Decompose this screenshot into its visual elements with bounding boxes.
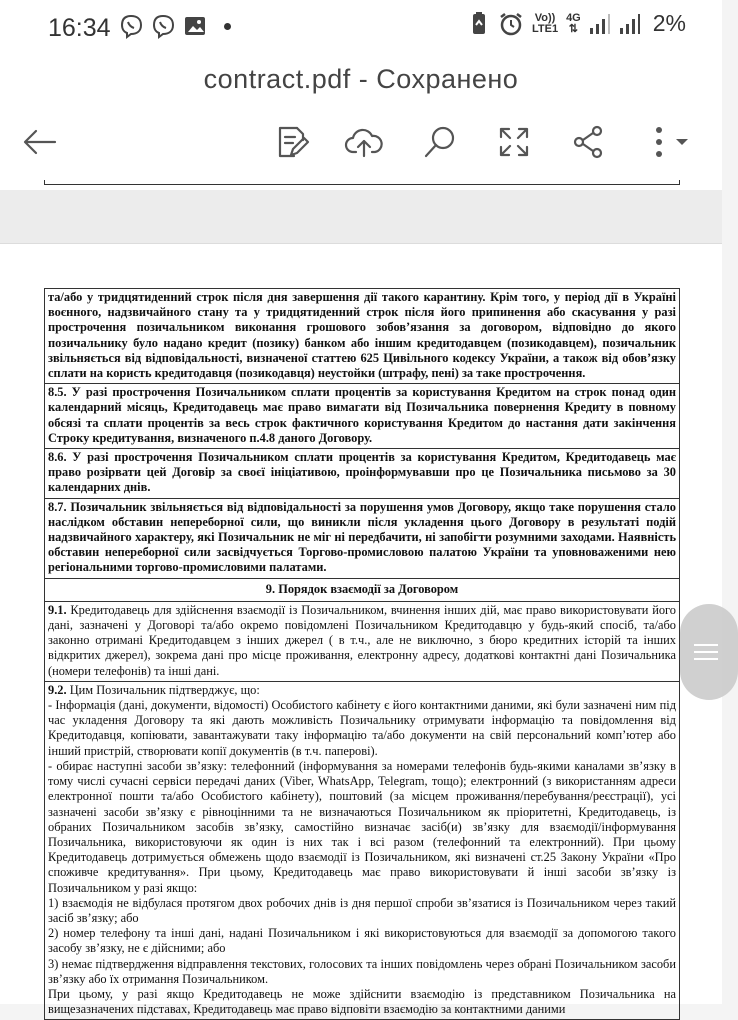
clause-9-2-intro-text: Цим Позичальник підтверджує, що: (66, 682, 260, 697)
lte-label: LTE1 (531, 22, 559, 35)
status-bar (0, 0, 722, 56)
data-arrows-icon: ⇅ (568, 22, 579, 35)
clause-9-1-text: Кредитодавець для здійснення взаємодії із Позичальником, вчинення інших дій, має право використовувати його дані, зазначені у Договорі та/або окремо повідомлені Позичальником Кредитодавцю у будь-який спосіб, та/або законно отримані Кредитодавцем з інших джерел ( в т.ч., але не виключно, з бюро кредитних історій та інших відкритих джерел), зокрема дані про місце проживання, електронну адресу, додаткові контактні дані Позичальника (номери телефонів) та інші дані. (48, 602, 676, 678)
edit-icon (275, 124, 309, 160)
document-title: contract.pdf - Сохранено (203, 64, 519, 94)
toolbar (0, 116, 722, 172)
share-button[interactable] (562, 116, 614, 168)
quarantine-paragraph: та/або у тридцятиденний строк після дня завершення дії такого карантину. Крім того, у період дії в Україні воєнного, надзвичайного стану та у тридцятиденний строк після його припинення або скасування у разі прострочення позичальником виконання грошового зобов’язання за договором, відповідно до якого позичальнику було надано кредит (позику) банком або іншим кредитодавцем (позикодавцем), позичальник звільняється від відповідальності, визначеної статтею 625 Цивільного кодексу України, а також від обов’язку сплати на користь кредитодавця (позикодавця) неустойки (штрафу, пені) за таке прострочення. (44, 288, 680, 384)
pdf-viewer[interactable] (0, 180, 722, 1017)
contract-table (44, 288, 680, 1020)
clause-9-2-item-3: 3) немає підтвердження відправлення текстових, голосових та інших повідомлень через обрані Позичальником засоби зв’язку або їх отримання Позичальником. (48, 956, 676, 986)
notification-icons (118, 12, 231, 40)
cloud-upload-icon (344, 126, 384, 158)
network-gen-label: 4G (566, 11, 581, 24)
viber-icon-2 (150, 12, 176, 40)
fullscreen-button[interactable] (488, 116, 540, 168)
clause-9-1-number: 9.1. (48, 602, 67, 617)
system-icons (468, 10, 686, 37)
clause-9-2-item-1: 1) взаємодія не відбулася протягом двох робочих днів із дня першої спроби зв’язатися із Позичальником через такий засіб зв’язку; або (48, 895, 676, 925)
viber-icon (118, 12, 144, 40)
signal-icon-2 (619, 13, 641, 35)
battery-percent: 2% (652, 10, 686, 36)
more-button[interactable] (640, 116, 702, 168)
clause-8-5: 8.5. У разі прострочення Позичальником сплати процентів за користування Кредитом на строк понад один календарний місяць, Кредитодавець має право вимагати від Позичальника повернення Кредиту в повному обсязі та сплати процентів за весь строк фактичного користування Кредитом до настання дати закінчення Строку кредитування, визначеного п.4.8 даного Договору. (44, 384, 680, 449)
edit-button[interactable] (266, 116, 318, 168)
clause-9-2-intro (48, 683, 676, 698)
chevron-down-icon (674, 137, 690, 147)
search-icon (422, 124, 458, 160)
alarm-icon (498, 11, 524, 37)
page-separator (0, 190, 722, 244)
clause-9-2-item-a: - Інформація (дані, документи, відомості) Особистого кабінету є його контактними даними, які були зазначені ним під час укладення Договору та які дають можливість Позичальнику отримувати інформацію та повідомлення від Кредитодавця, копіювати, завантажувати таку інформацію та/або документи на свій персональний комп’ютер або інший пристрій, створювати копії документів (в т.ч. паперові). (48, 698, 676, 758)
clause-8-7: 8.7. Позичальник звільняється від відповідальності за порушення умов Договору, якщо таке порушення стало наслідком обставин непереборної сили, що виникли після укладення цього Договору в результаті подій надзвичайного характеру, які Позичальник не міг ні передбачити, ні запобігти розумними заходами. Наявність обставин непереборної сили засвідчується Торгово-промисловою палатою України та уповноваженими нею регіональними торгово-промисловими палатами. (44, 499, 680, 579)
previous-page-table-edge (44, 180, 680, 185)
previous-page-bottom (0, 180, 722, 190)
data-indicator (566, 13, 581, 35)
back-button[interactable] (14, 116, 66, 168)
clause-9-2 (44, 682, 680, 1020)
clause-8-6: 8.6. У разі прострочення Позичальником сплати процентів за користування Кредитом, Кредитодавець має право розірвати цей Договір за своєї ініціативою, проінформувавши про це Позичальника письмово за 30 календарних днів. (44, 449, 680, 499)
upload-button[interactable] (338, 116, 390, 168)
search-button[interactable] (414, 116, 466, 168)
back-arrow-icon (21, 127, 59, 157)
battery-saver-icon (468, 11, 490, 37)
clause-9-2-closing: При цьому, у разі якщо Кредитодавець не може здійснити взаємодію із представником Позичальника на вищезазначених підставах, Кредитодавець має право відповіти взаємодію за контактними даними (48, 986, 676, 1017)
share-icon (571, 124, 605, 160)
clause-9-2-item-2: 2) номер телефону та інші дані, надані Позичальником і які використовуються для взаємодії за допомогою такого засобу зв’язку, не є дійсними; або (48, 926, 676, 956)
more-notifications-dot (224, 23, 231, 30)
volte-label: Vo)) (534, 11, 556, 24)
more-icon (652, 125, 666, 159)
status-time: 16:34 (48, 14, 111, 42)
gallery-icon (182, 12, 208, 40)
clause-9-2-item-b: - обирає наступні засоби зв’язку: телефонний (інформування за номерами телефонів будь-якими каналами зв’язку в тому числі сучасні сервіси передачі даних (Viber, WhatsApp, Telegram, тощо); електронний (з використанням адреси електронної пошти та/або Особистого кабінету), поштовий (за місцем проживання/перебування/реєстрації), усі зазначені засоби зв’язку є рівноцінними та не визначаються Позичальником як пріоритетні, Кредитодавець, із обраних Позичальником засобів зв’язку, самостійно визначає засіб(и) зв’язку для взаємодії/інформування Позичальника, використовуючи як один із них так і всі разом (телефонний та електронний). При цьому Кредитодавець дотримується обмежень щодо взаємодії із Позичальником, які визначені ст.25 Закону України «Про споживче кредитування». При цьому, Кредитодавець має право використовувати й інші засоби зв’язку із Позичальником у разі якщо: (48, 758, 676, 895)
app-bar (0, 56, 722, 180)
pdf-page (0, 244, 722, 1017)
clause-9-1 (44, 602, 680, 682)
scroll-handle-grip-icon (694, 639, 718, 665)
clause-9-2-number: 9.2. (48, 682, 67, 697)
volte-indicator (532, 13, 558, 35)
fullscreen-icon (497, 125, 531, 159)
signal-icon (589, 13, 611, 35)
fast-scroll-handle[interactable] (680, 604, 738, 700)
section-9-title: 9. Порядок взаємодії за Договором (44, 579, 680, 602)
